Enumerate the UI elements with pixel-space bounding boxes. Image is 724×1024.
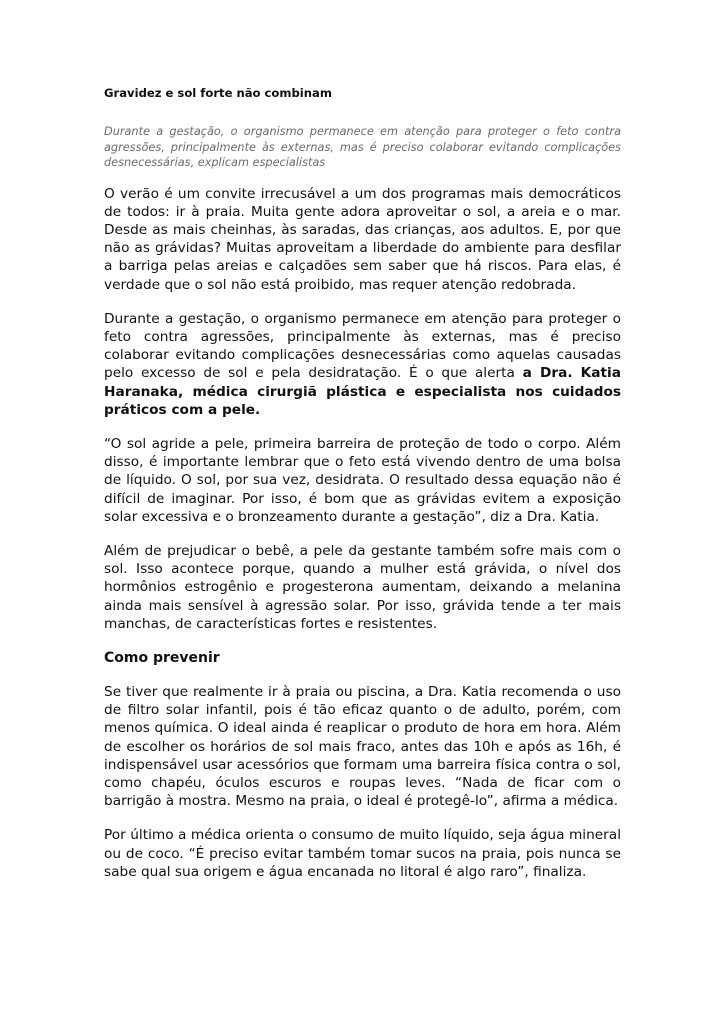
document-page	[104, 84, 621, 897]
paragraph-gestation-text: Durante a gestação, o organismo permanece em atenção para proteger o feto contra agressões, principalmente às externas, mas é preciso colaborar evitando complicações desnecessárias como aquelas causadas pelo excesso de sol e pela desidratação. É o que alerta	[104, 310, 621, 382]
paragraph-hormones: Além de prejudicar o bebê, a pele da gestante também sofre mais com o sol. Isso acontece porque, quando a mulher está grávida, o nível dos hormônios estrogênio e progesterona aumentam, deixando a melanina ainda mais sensível à agressão solar. Por isso, grávida tende a ter mais manchas, de características fortes e resistentes.	[104, 542, 621, 632]
paragraph-prevention: Se tiver que realmente ir à praia ou piscina, a Dra. Katia recomenda o uso de filtro solar infantil, pois é tão eficaz quanto o de adulto, porém, com menos química. O ideal ainda é reaplicar o produto de hora em hora. Além de escolher os horários de sol mais fraco, antes das 10h e após as 16h, é indispensável usar acessórios que formam uma barreira física contra o sol, como chapéu, óculos escuros e roupas leves. “Nada de ficar com o barrigão à mostra. Mesmo na praia, o ideal é protegê-lo”, afirma a médica.	[104, 683, 621, 810]
paragraph-intro: O verão é um convite irrecusável a um dos programas mais democráticos de todos: ir à praia. Muita gente adora aproveitar o sol, a areia e o mar. Desde as mais cheinhas, às saradas, das crianças, aos adultos. E, por que não as grávidas? Muitas aproveitam a liberdade do ambiente para desfilar a barriga pelas areias e calçadões sem saber que há riscos. Para elas, é verdade que o sol não está proibido, mas requer atenção redobrada.	[104, 185, 621, 293]
paragraph-gestation	[104, 310, 621, 419]
section-heading-prevention: Como prevenir	[104, 649, 220, 666]
paragraph-quote: “O sol agride a pele, primeira barreira de proteção de todo o corpo. Além disso, é importante lembrar que o feto está vivendo dentro de uma bolsa de líquido. O sol, por sua vez, desidrata. O resultado dessa equação não é difícil de imaginar. Por isso, é bom que as grávidas evitem a exposição solar excessiva e o bronzeamento durante a gestação”, diz a Dra. Katia.	[104, 435, 621, 525]
article-lede: Durante a gestação, o organismo permanece em atenção para proteger o feto contra agressões, principalmente às externas, mas é preciso colaborar evitando complicações desnecessárias, explicam especialistas	[104, 125, 621, 169]
paragraph-hydration: Por último a médica orienta o consumo de muito líquido, seja água mineral ou de coco. “É preciso evitar também tomar sucos na praia, pois nunca se sabe qual sua origem e água encanada no litoral é algo raro”, finaliza.	[104, 827, 621, 880]
paragraph-gestation-doctor: a Dra. Katia Haranaka, médica cirurgiã plástica e especialista nos cuidados práticos com a pele.	[104, 365, 621, 418]
article-title: Gravidez e sol forte não combinam	[104, 86, 332, 100]
